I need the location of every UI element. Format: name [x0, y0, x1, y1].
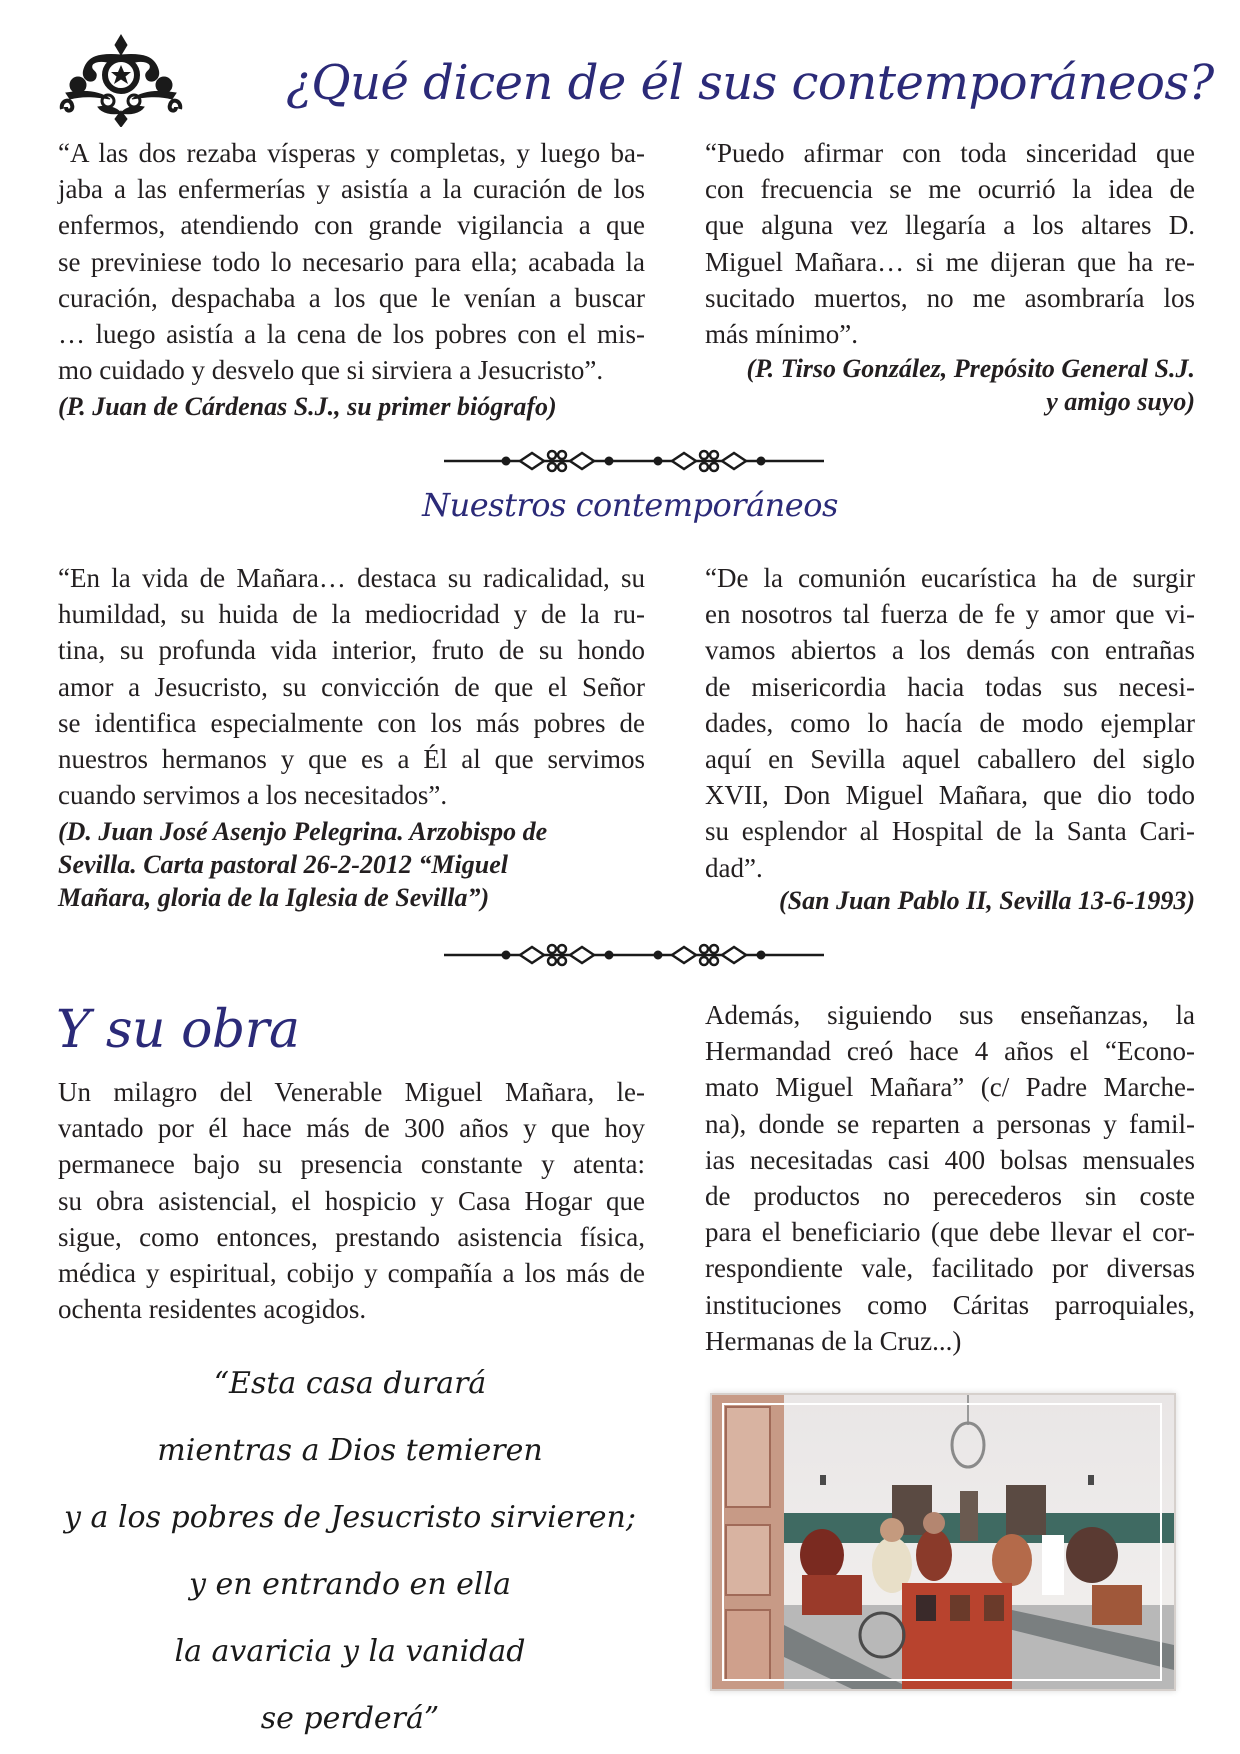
section-title-contemporaries: ¿Qué dicen de él sus contemporáneos?	[286, 55, 1214, 111]
quote-line: jaba a las enfermerías y asistía a la curación de los	[58, 174, 645, 205]
quote-line: Miguel Mañara… si me dijeran que ha re-	[705, 246, 1195, 277]
quote-line: se previniese todo lo necesario para ella; acabada la	[58, 246, 645, 277]
paragraph-line: na), donde se reparten a personas y famil-	[705, 1108, 1195, 1139]
quote-line: “A las dos rezaba vísperas y completas, y luego ba-	[58, 138, 645, 168]
quote-line: que alguna vez llegaría a los altares D.	[705, 210, 1195, 241]
paragraph-line: de productos no perecederos sin coste	[705, 1181, 1195, 1212]
quote-line: enfermos, atendiendo con grande vigilancia a que	[58, 210, 645, 241]
quote-line: se identifica especialmente con los más pobres de	[58, 707, 645, 738]
quote-line: … luego asistía a la cena de los pobres con el mis-	[58, 319, 645, 350]
quote-juan-pablo-ii	[705, 560, 1195, 886]
paragraph-line: ias necesitadas casi 400 bolsas mensuales	[705, 1144, 1195, 1175]
paragraph-economato	[705, 997, 1195, 1359]
paragraph-line: para el beneficiario (que debe llevar el cor-	[705, 1217, 1195, 1248]
quote-line: nuestros hermanos y que es a Él al que servimos	[58, 744, 645, 775]
quote-line: XVII, Don Miguel Mañara, que dio todo	[705, 780, 1195, 811]
quote-line: “De la comunión eucarística ha de surgir	[705, 563, 1195, 593]
quote-asenjo	[58, 560, 645, 813]
paragraph-line: Además, siguiendo sus enseñanzas, la	[705, 1000, 1195, 1030]
attribution-line: (D. Juan José Asenjo Pelegrina. Arzobispo de	[58, 817, 548, 846]
photo-hospital-dining-hall	[710, 1393, 1176, 1691]
quote-line: curación, despachaba a los que le venían a buscar	[58, 282, 645, 313]
script-quote-line: y a los pobres de Jesucristo sirvieren;	[64, 1500, 636, 1535]
quote-line: cuando servimos a los necesitados”.	[58, 780, 448, 811]
paragraph-line: su obra asistencial, el hospicio y Casa Hogar que	[58, 1185, 645, 1216]
paragraph-line: sigue, como entonces, prestando asistencia física,	[58, 1221, 645, 1252]
quote-line: vamos abiertos a los demás con entrañas	[705, 635, 1195, 666]
quote-line: mo cuidado y desvelo que si sirviera a Jesucristo”.	[58, 355, 604, 386]
quote-line: en nosotros tal fuerza de fe y amor que vi-	[705, 599, 1195, 630]
quote-line: su esplendor al Hospital de la Santa Cari-	[705, 816, 1195, 847]
quote-line: dad”.	[705, 852, 763, 883]
attribution-tirso-gonzalez	[705, 352, 1195, 418]
paragraph-line: permanece bajo su presencia constante y atenta:	[58, 1149, 645, 1180]
section-title-our-contemporaries: Nuestros contemporáneos	[422, 486, 838, 524]
attribution-line: Sevilla. Carta pastoral 26-2-2012 “Miguel	[58, 850, 508, 879]
scroll-divider-icon	[444, 940, 824, 970]
paragraph-line: respondiente vale, facilitado por diversas	[705, 1253, 1195, 1284]
paragraph-line: médica y espiritual, cobijo y compañía a los más de	[58, 1258, 645, 1289]
quote-line: de misericordia hacia todas sus necesi-	[705, 671, 1195, 702]
attribution-line: y amigo suyo)	[1046, 387, 1195, 416]
quote-line: “En la vida de Mañara… destaca su radicalidad, su	[58, 563, 645, 593]
paragraph-line: vantado por él hace más de 300 años y que hoy	[58, 1113, 645, 1144]
quote-line: más mínimo”.	[705, 319, 858, 350]
paragraph-line: mato Miguel Mañara” (c/ Padre Marche-	[705, 1072, 1195, 1103]
attribution-cardenas	[58, 390, 645, 423]
script-quote-line: y en entrando en ella	[188, 1567, 512, 1602]
paragraph-line: Hermanas de la Cruz...)	[705, 1325, 962, 1356]
quote-line: amor a Jesucristo, su convicción de que el Señor	[58, 671, 645, 702]
quote-line: “Puedo afirmar con toda sinceridad que	[705, 138, 1195, 168]
script-quote-line: “Esta casa durará	[213, 1366, 487, 1401]
quote-line: aquí en Sevilla aquel caballero del siglo	[705, 744, 1195, 775]
script-quote-miguel-manara	[40, 1350, 660, 1752]
attribution-line: (P. Tirso González, Prepósito General S.J.	[746, 354, 1195, 383]
quote-line: dades, como lo hacía de modo ejemplar	[705, 707, 1195, 738]
script-quote-line: se perderá”	[260, 1701, 440, 1736]
paragraph-line: instituciones como Cáritas parroquiales,	[705, 1289, 1195, 1320]
attribution-line: (San Juan Pablo II, Sevilla 13-6-1993)	[778, 886, 1195, 915]
quote-line: tina, su profunda vida interior, fruto de su hondo	[58, 635, 645, 666]
paragraph-line: Un milagro del Venerable Miguel Mañara, le-	[58, 1077, 645, 1107]
paragraph-line: Hermandad creó hace 4 años el “Econo-	[705, 1036, 1195, 1067]
attribution-asenjo	[58, 815, 645, 914]
photo-inner-frame	[722, 1403, 1162, 1681]
quote-line: con frecuencia se me ocurrió la idea de	[705, 174, 1195, 205]
paragraph-his-work	[58, 1074, 645, 1327]
script-quote-line: la avaricia y la vanidad	[174, 1634, 526, 1669]
fleur-ornament-icon	[58, 33, 184, 127]
section-title-his-work: Y su obra	[56, 1000, 300, 1060]
script-quote-line: mientras a Dios temieren	[157, 1433, 543, 1468]
quote-cardenas	[58, 135, 645, 388]
attribution-line: Mañara, gloria de la Iglesia de Sevilla”)	[58, 883, 490, 912]
quote-line: sucitado muertos, no me asombraría los	[705, 282, 1195, 313]
paragraph-line: ochenta residentes acogidos.	[58, 1294, 367, 1325]
attribution-juan-pablo-ii	[705, 884, 1195, 917]
quote-line: humildad, su huida de la mediocridad y de la ru-	[58, 599, 645, 630]
quote-tirso-gonzalez	[705, 135, 1195, 352]
attribution-line: (P. Juan de Cárdenas S.J., su primer biógrafo)	[58, 392, 557, 421]
